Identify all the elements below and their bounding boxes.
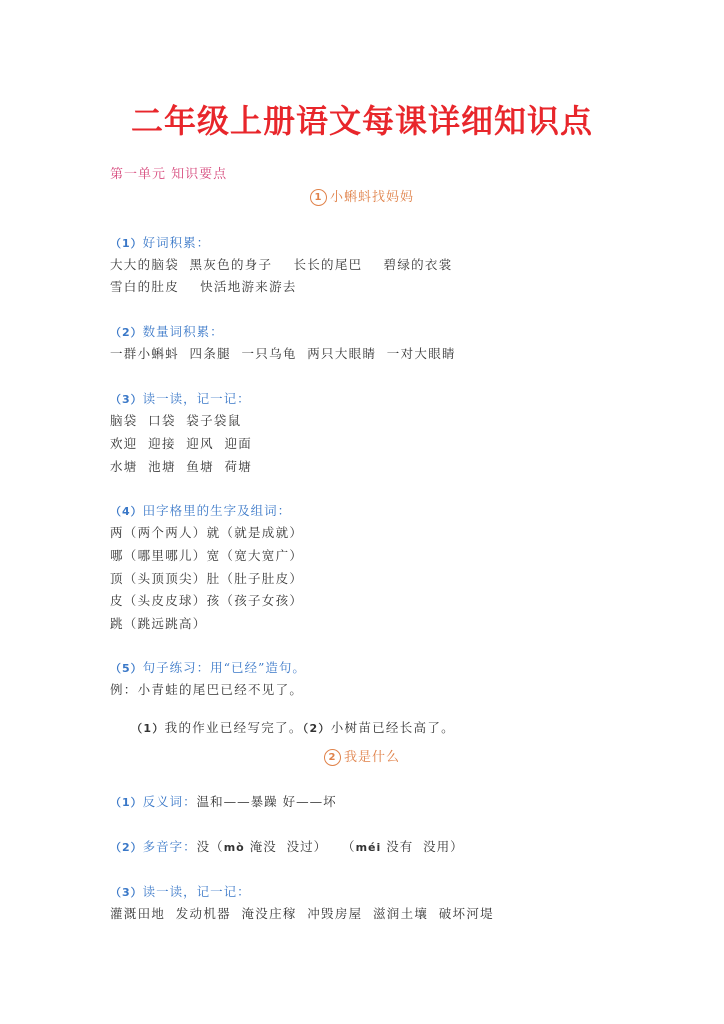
lesson-heading-1 <box>0 186 724 206</box>
body-line: 顶（头顶顶尖）肚（肚子肚皮） <box>110 571 304 586</box>
circled-number-icon: 2 <box>324 749 341 766</box>
unit-heading: 第一单元 知识要点 <box>110 167 228 182</box>
section-heading: （2）数量词积累： <box>110 324 224 339</box>
body-line: 一群小蝌蚪 四条腿 一只乌龟 两只大眼睛 一对大眼睛 <box>110 346 456 361</box>
section-heading: （4）田字格里的生字及组词： <box>110 503 292 518</box>
body-line: 大大的脑袋 黑灰色的身子 长长的尾巴 碧绿的衣裳 <box>110 257 453 272</box>
antonym-pairs: 温和——暴躁 好——坏 <box>196 794 337 809</box>
section-heading: （1）好词积累： <box>110 235 211 250</box>
example-sentence: 例：小青蛙的尾巴已经不见了。 <box>110 682 304 697</box>
body-line: 哪（哪里哪儿）宽（宽大宽广） <box>110 548 304 563</box>
body-line: 水塘 池塘 鱼塘 荷塘 <box>110 459 253 474</box>
body-line: 脑袋 口袋 袋子袋鼠 <box>110 413 242 428</box>
lesson-name: 小蝌蚪找妈妈 <box>329 190 414 205</box>
section-heading: （5）句子练习：用“已经”造句。 <box>110 660 306 675</box>
document-title: 二年级上册语文每课详细知识点 <box>130 102 593 140</box>
section-heading: （1）反义词：温和——暴躁 好——坏 <box>110 794 337 809</box>
body-line: 跳（跳远跳高） <box>110 616 207 631</box>
body-line: 灌溉田地 发动机器 淹没庄稼 冲毁房屋 滋润土壤 破坏河堤 <box>110 906 494 921</box>
section-heading: （3）读一读，记一记： <box>110 884 251 899</box>
body-line: 两（两个两人）就（就是成就） <box>110 525 304 540</box>
section-heading: （3）读一读，记一记： <box>110 391 251 406</box>
lesson-heading-2 <box>0 746 724 766</box>
body-line: 皮（头皮皮球）孩（孩子女孩） <box>110 593 304 608</box>
section-heading: （2）多音字：没（mò 淹没 没过） （méi 没有 没用） <box>110 839 464 854</box>
answer-sentences: （1）我的作业已经写完了。（2）小树苗已经长高了。 <box>131 720 455 735</box>
body-line: 欢迎 迎接 迎风 迎面 <box>110 436 253 451</box>
polyphone-entry: 没（mò 淹没 没过） （méi 没有 没用） <box>196 839 464 854</box>
lesson-name: 我是什么 <box>343 750 400 765</box>
circled-number-icon: 1 <box>310 189 327 206</box>
body-line: 雪白的肚皮 快活地游来游去 <box>110 279 297 294</box>
